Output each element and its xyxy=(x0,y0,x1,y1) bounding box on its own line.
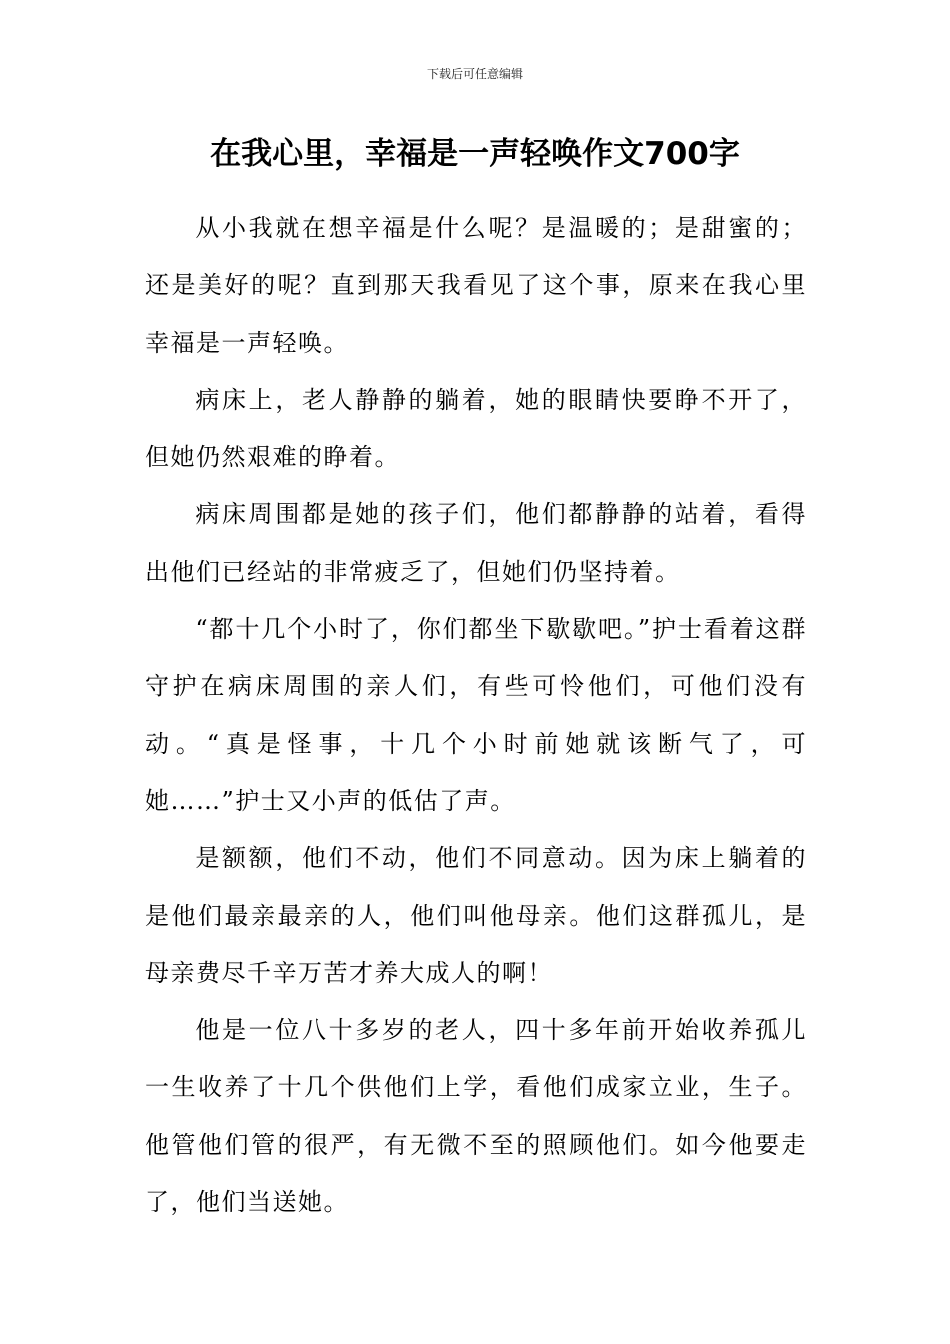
paragraph-2: 病床上，老人静静的躺着，她的眼睛快要睁不开了，但她仍然艰难的睁着。 xyxy=(145,385,807,472)
paragraph-6: 他是一位八十多岁的老人，四十多年前开始收养孤儿一生收养了十几个供他们上学，看他们成家立业，生子。他管他们管的很严，有无微不至的照顾他们。如今他要走了，他们当送她。 xyxy=(145,1016,807,1217)
paragraph-4: “都十几个小时了，你们都坐下歇歇吧。”护士看着这群守护在病床周围的亲人们，有些可怜他们，可他们没有动。“真是怪事，十几个小时前她就该断气了，可她……”护士又小声的低估了声。 xyxy=(145,615,807,815)
essay-body xyxy=(145,200,807,1231)
document-title: 在我心里，幸福是一声轻唤作文700字 xyxy=(210,136,740,172)
paragraph-5: 是额额，他们不动，他们不同意动。因为床上躺着的是他们最亲最亲的人，他们叫他母亲。他们这群孤儿，是母亲费尽千辛万苦才养大成人的啊！ xyxy=(145,844,807,987)
paragraph-3: 病床周围都是她的孩子们，他们都静静的站着，看得出他们已经站的非常疲乏了，但她们仍坚持着。 xyxy=(145,500,807,586)
header-note: 下载后可任意编辑 xyxy=(426,67,523,81)
paragraph-1: 从小我就在想辛福是什么呢？是温暖的；是甜蜜的；还是美好的呢？直到那天我看见了这个事，原来在我心里幸福是一声轻唤。 xyxy=(145,214,807,357)
